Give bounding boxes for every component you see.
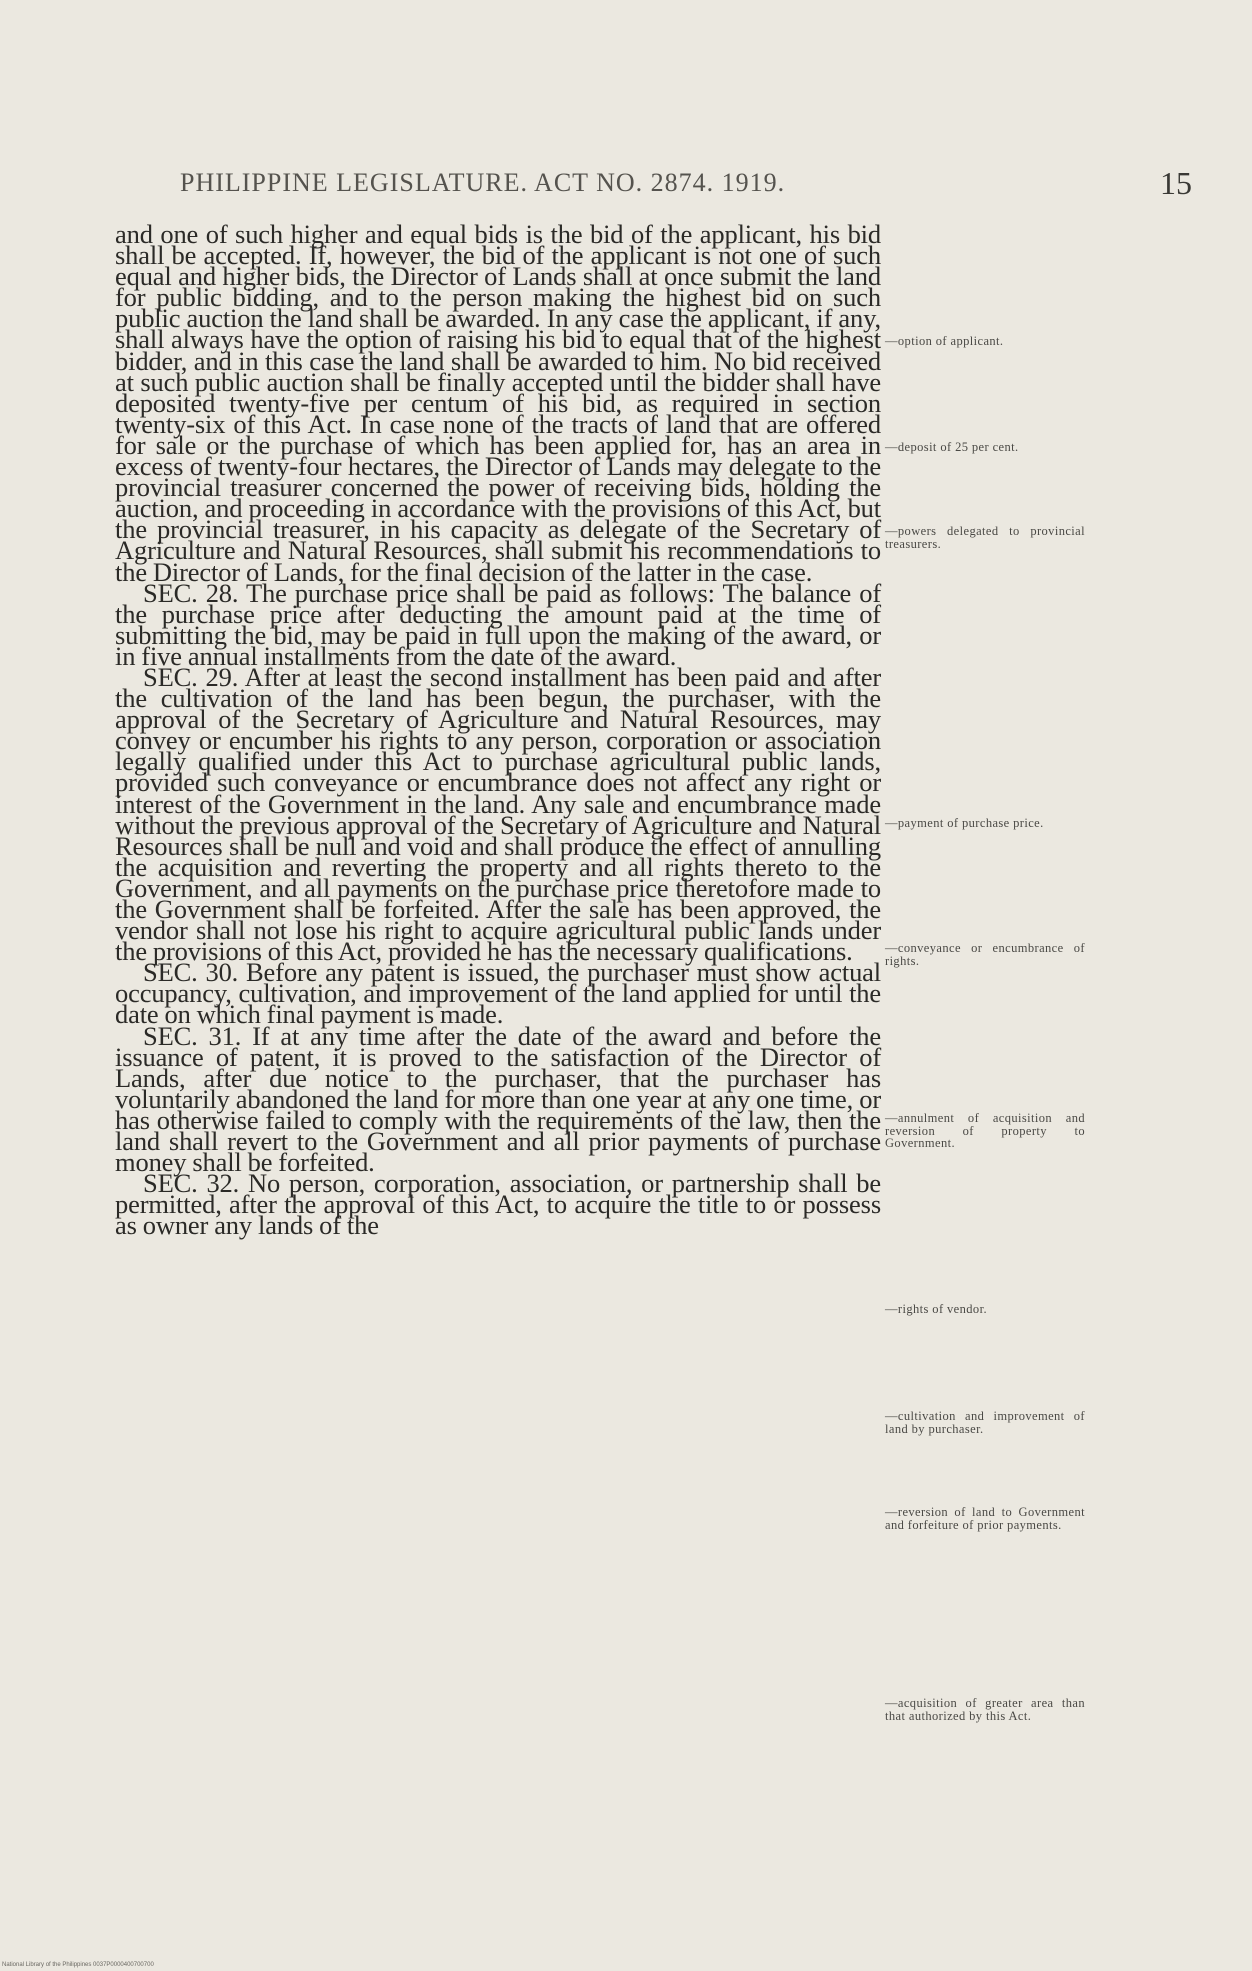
- section-30: SEC. 30. Before any patent is issued, the purchaser must show actual occupancy, cultivation, and improvement of the land applied for until the date on which final payment is made.: [115, 957, 881, 1030]
- page-number: 15: [1160, 165, 1192, 201]
- margin-note-powers-delegated: —powers delegated to provincial treasurers.: [885, 524, 1085, 551]
- section-32: SEC. 32. No person, corporation, association, or partnership shall be permitted, after the approval of this Act, to acquire the title to or possess as owner any lands of the: [115, 1168, 881, 1241]
- library-stamp: National Library of the Philippines 0037P0000400700700: [2, 1962, 154, 1968]
- running-head: PHILIPPINE LEGISLATURE. ACT NO. 2874. 1919.: [180, 168, 786, 197]
- margin-note-conveyance: —conveyance or encumbrance of rights.: [885, 941, 1085, 968]
- margin-note-rights-of-vendor: —rights of vendor.: [885, 1302, 987, 1316]
- margin-note-acquisition: —acquisition of greater area than that authorized by this Act.: [885, 1696, 1085, 1723]
- paragraph-continuation: and one of such higher and equal bids is the bid of the applicant, his bid shall be accepted. If, however, the bid of the applicant is not one of such equal and higher bids, the Director of Lands shall at once submit the land for public bidding, and to the person making the highest bid on such public auction the land shall be awarded. In any case the applicant, if any, shall always have the option of raising his bid to equal that of the highest bidder, and in this case the land shall be awarded to him. No bid received at such public auction shall be finally accepted until the bidder shall have deposited twenty-five per centum of his bid, as required in section twenty-six of this Act. In case none of the tracts of land that are offered for sale or the purchase of which has been applied for, has an area in excess of twenty-four hectares, the Director of Lands may delegate to the provincial treasurer concerned the power of receiving bids, holding the auction, and proceeding in accordance with the provisions of this Act, but the provincial treasurer, in his capacity as delegate of the Secretary of Agriculture and Natural Resources, shall submit his recommendations to the Director of Lands, for the final decision of the latter in the case.: [115, 219, 881, 587]
- section-28: SEC. 28. The purchase price shall be paid as follows: The balance of the purchase price after deducting the amount paid at the time of submitting the bid, may be paid in full upon the making of the award, or in five annual installments from the date of the award.: [115, 577, 881, 671]
- margin-note-payment-of-purchase-price: —payment of purchase price.: [885, 816, 1044, 830]
- margin-note-cultivation: —cultivation and improvement of land by purchaser.: [885, 1409, 1085, 1436]
- margin-note-option-of-applicant: —option of applicant.: [885, 334, 1004, 348]
- margin-note-reversion: —reversion of land to Government and forfeiture of prior payments.: [885, 1505, 1085, 1532]
- body-text: [115, 219, 881, 1241]
- section-31: SEC. 31. If at any time after the date of the award and before the issuance of patent, it is proved to the satisfaction of the Director of Lands, after due notice to the purchaser, that the purchaser has voluntarily abandoned the land for more than one year at any one time, or has otherwise failed to comply with the requirements of the law, then the land shall revert to the Government and all prior payments of purchase money shall be forfeited.: [115, 1020, 881, 1178]
- margin-note-annulment: —annulment of acquisition and reversion of property to Government.: [885, 1111, 1085, 1150]
- section-29: SEC. 29. After at least the second installment has been paid and after the cultivation of the land has been begun, the purchaser, with the approval of the Secretary of Agriculture and Natural Resources, may convey or encumber his rights to any person, corporation or association legally qualified under this Act to purchase agricultural public lands, provided such conveyance or encumbrance does not affect any right or interest of the Government in the land. Any sale and encumbrance made without the previous approval of the Secretary of Agriculture and Natural Resources shall be null and void and shall produce the effect of annulling the acquisition and reverting the property and all rights thereto to the Government, and all payments on the purchase price theretofore made to the Government shall be forfeited. After the sale has been approved, the vendor shall not lose his right to acquire agricultural public lands under the provisions of this Act, provided he has the necessary qualifications.: [115, 661, 881, 967]
- margin-note-deposit: —deposit of 25 per cent.: [885, 440, 1019, 454]
